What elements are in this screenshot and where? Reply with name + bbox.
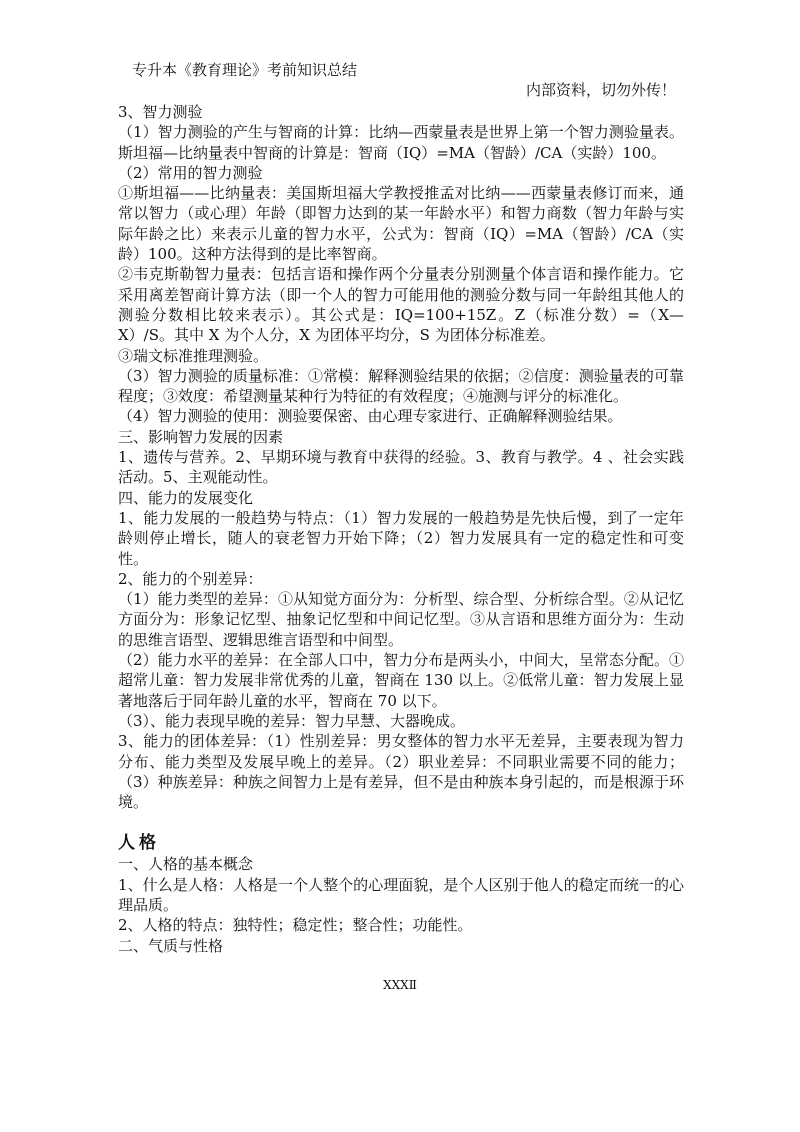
paragraph: ①斯坦福——比纳量表：美国斯坦福大学教授推孟对比纳——西蒙量表修订而来，通常以智力（或心理）年龄（即智力达到的某一年龄水平）和智力商数（智力年龄与实际年龄之比）来表示儿童的智力水平，公式为：智商（IQ）=MA（智龄）/CA（实龄）100。这种方法得到的是比率智商。 — [118, 184, 684, 264]
paragraph: 1、遗传与营养。2、早期环境与教育中获得的经验。3、教育与教学。4 、社会实践活动。5、主观能动性。 — [118, 448, 684, 487]
section-heading: 三、影响智力发展的因素 — [118, 427, 284, 446]
page-number: XXXⅡ — [383, 978, 417, 992]
section-heading: 二、气质与性格 — [118, 936, 224, 955]
subsection-heading: 2、能力的个别差异： — [118, 569, 263, 588]
paragraph: 1、能力发展的一般趋势与特点：（1）智力发展的一般趋势是先快后慢，到了一定年龄则停止增长，随人的衰老智力开始下降；（2）智力发展具有一定的稳定性和可变性。 — [118, 508, 684, 568]
paragraph: ③瑞文标准推理测验。 — [118, 346, 269, 365]
paragraph: 1、什么是人格：人格是一个人整个的心理面貌，是个人区别于他人的稳定而统一的心理品质。 — [118, 875, 684, 914]
paragraph: 2、人格的特点：独特性；稳定性；整合性；功能性。 — [118, 916, 473, 935]
paragraph: （2）能力水平的差异：在全部人口中，智力分布是两头小，中间大，呈常态分配。①超常儿童：智力发展非常优秀的儿童，智商在 130 以上。②低常儿童：智力发展上显著地落后于同年龄儿童的水平，智商在 70 以下。 — [118, 651, 684, 710]
section-heading: 一、人格的基本概念 — [118, 855, 254, 874]
section-heading: 3、智力测验 — [118, 103, 203, 121]
header-notice: 内部资料，切勿外传！ — [525, 81, 676, 99]
paragraph: （1）能力类型的差异：①从知觉方面分为：分析型、综合型、分析综合型。②从记忆方面分为：形象记忆型、抽象记忆型和中间记忆型。③从言语和思维方面分为：生动的思维言语型、逻辑思维言语型和中间型。 — [118, 590, 684, 649]
paragraph: 3、能力的团体差异：（1）性别差异：男女整体的智力水平无差异，主要表现为智力分布、能力类型及发展早晚上的差异。（2）职业差异：不同职业需要不同的能力；（3）种族差异：种族之间智力上是有差异，但不是由种族本身引起的，而是根源于环境。 — [118, 732, 684, 812]
section-heading: 四、能力的发展变化 — [118, 488, 254, 507]
paragraph: ②韦克斯勒智力量表：包括言语和操作两个分量表分别测量个体言语和操作能力。它采用离差智商计算方法（即一个人的智力可能用他的测验分数与同一年龄组其他人的测验分数相比较来表示）。其公式是：IQ=100+15Z。Z（标准分数）=（X—X）/S。其中 X 为个人分，X 为团体平均分，S 为团体分标准差。 — [118, 265, 684, 345]
subsection-heading: （2）常用的智力测验 — [118, 163, 263, 182]
paragraph: （3）、能力表现早晚的差异：智力早慧、大器晚成。 — [118, 711, 466, 730]
paragraph: （1）智力测验的产生与智商的计算：比纳—西蒙量表是世界上第一个智力测验量表。斯坦福—比纳量表中智商的计算是：智商（IQ）=MA（智龄）/CA（实龄）100。 — [118, 123, 684, 162]
header-title: 专升本《教育理论》考前知识总结 — [132, 61, 358, 79]
paragraph: （4）智力测验的使用：测验要保密、由心理专家进行、正确解释测验结果。 — [118, 407, 623, 426]
paragraph: （3）智力测验的质量标准：①常模：解释测验结果的依据；②信度：测验量表的可靠程度；③效度：希望测量某种行为特征的有效程度；④施测与评分的标准化。 — [118, 366, 684, 406]
document-body — [118, 102, 684, 956]
chapter-heading: 人格 — [118, 833, 160, 854]
